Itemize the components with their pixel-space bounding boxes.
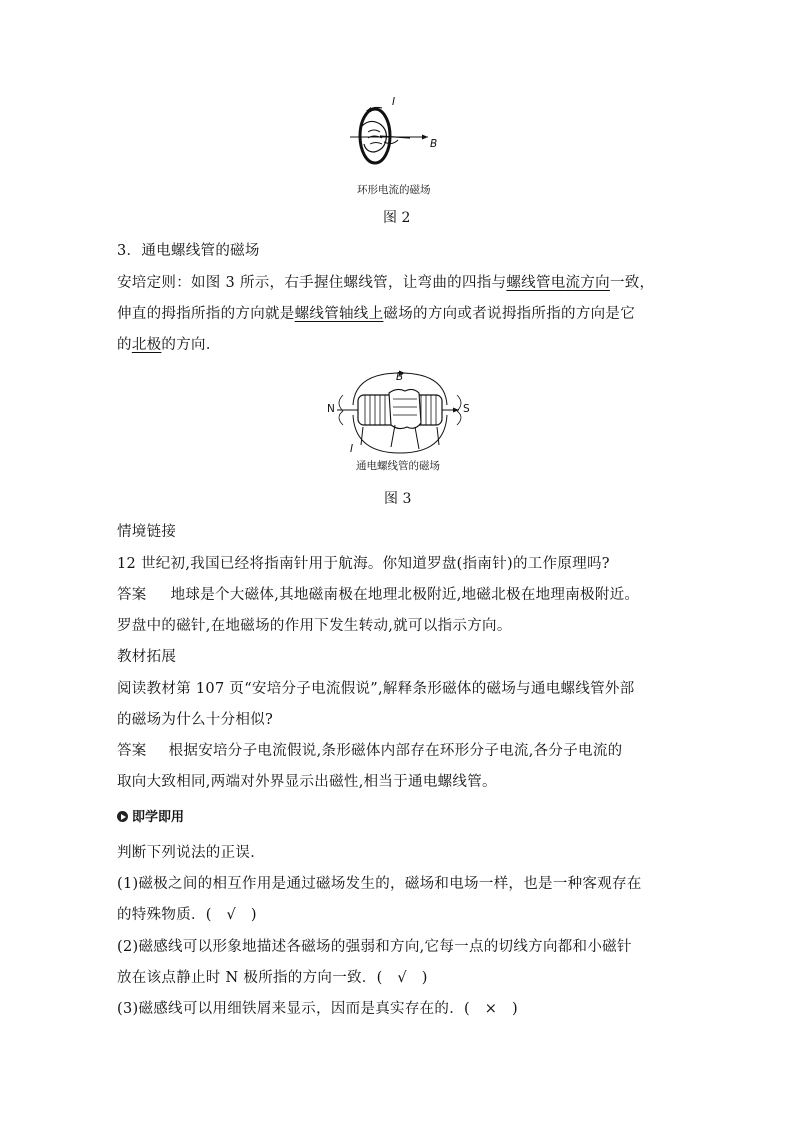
text-span: 磁场的方向或者说拇指所指的方向是它	[383, 306, 636, 322]
section3-para-line3	[117, 333, 221, 354]
textbook-answer-line1	[117, 739, 622, 760]
fig3-label-n: N	[327, 403, 335, 415]
context-answer-line2: 罗盘中的磁针,在地磁场的作用下发生转动,就可以指示方向。	[117, 618, 512, 634]
figure-2	[340, 96, 450, 176]
answer-label: 答案	[117, 587, 147, 603]
fig2-caption: 环形电流的磁场	[357, 184, 431, 196]
answer-label: 答案	[117, 743, 147, 759]
practice-item2-line1: (2)磁感线可以形象地描述各磁场的强弱和方向,它每一点的切线方向都和小磁针	[117, 939, 632, 955]
fig3-title: 图 3	[384, 491, 412, 507]
section3-para-line2	[117, 302, 635, 323]
text-span: 的方向．	[161, 337, 221, 353]
underlined-term: 螺线管电流方向	[506, 275, 610, 291]
fig3-caption: 通电螺线管的磁场	[356, 460, 440, 472]
text-span: 伸直的拇指所指的方向就是	[117, 306, 295, 322]
fig3-label-s: S	[463, 403, 470, 415]
ring-current-illustration	[340, 96, 450, 176]
context-answer-line1	[117, 583, 639, 604]
fig2-label-b: B	[430, 138, 438, 150]
textbook-heading: 教材拓展	[117, 649, 177, 665]
section3-heading: 3．通电螺线管的磁场	[117, 243, 260, 259]
practice-item3-line1: (3)磁感线可以用细铁屑来显示，因而是真实存在的．( × )	[117, 1001, 519, 1017]
fig2-title: 图 2	[383, 210, 411, 226]
context-question: 12 世纪初,我国已经将指南针用于航海。你知道罗盘(指南针)的工作原理吗?	[117, 556, 610, 572]
fig3-label-b: B	[396, 371, 404, 383]
practice-item1-line2: 的特殊物质．( √ )	[117, 907, 257, 923]
textbook-answer-line2: 取向大致相同,两端对外界显示出磁性,相当于通电螺线管。	[117, 774, 497, 790]
practice-item2-line2: 放在该点静止时 N 极所指的方向一致．( √ )	[117, 970, 428, 986]
textbook-question-line2: 的磁场为什么十分相似?	[117, 712, 274, 728]
practice-item1-line1: (1)磁极之间的相互作用是通过磁场发生的，磁场和电场一样，也是一种客观存在	[117, 876, 642, 892]
fig2-label-i: I	[392, 96, 396, 108]
practice-heading-text: 即学即用	[132, 810, 185, 825]
context-heading: 情境链接	[117, 524, 177, 540]
play-circle-icon	[117, 811, 128, 822]
underlined-term: 北极	[131, 337, 162, 353]
section3-para-line1	[117, 271, 654, 292]
answer-text: 根据安培分子电流假说,条形磁体内部存在环形分子电流,各分子电流的	[168, 743, 623, 759]
answer-text: 地球是个大磁体,其地磁南极在地理北极附近,地磁北极在地理南极附近。	[170, 587, 640, 603]
practice-heading	[117, 806, 184, 825]
figure-3	[325, 365, 475, 460]
text-span: 的	[117, 337, 132, 353]
textbook-question-line1: 阅读教材第 107 页“安培分子电流假说”,解释条形磁体的磁场与通电螺线管外部	[117, 681, 635, 697]
fig3-label-i: I	[350, 443, 354, 455]
practice-intro: 判断下列说法的正误．	[117, 845, 265, 861]
text-span: 安培定则：如图 3 所示，右手握住螺线管，让弯曲的四指与	[117, 275, 507, 291]
text-span: 一致，	[609, 275, 655, 291]
underlined-term: 螺线管轴线上	[294, 306, 384, 322]
